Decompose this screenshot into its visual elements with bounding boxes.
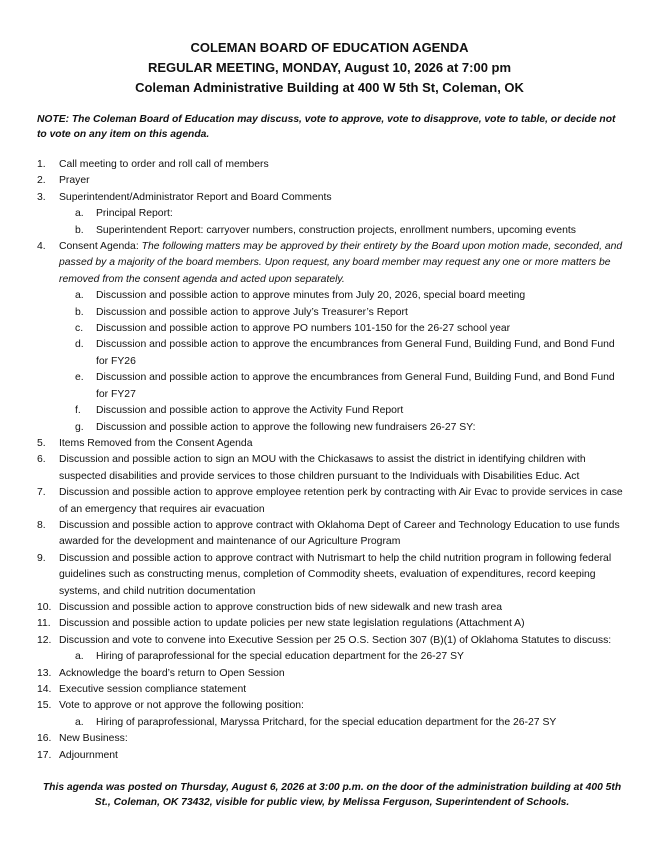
agenda-subitem-text: Discussion and possible action to approve minutes from July 20, 2026, special board meeting <box>96 290 526 302</box>
agenda-item <box>37 485 627 518</box>
agenda-subitem-text: Discussion and possible action to approve the encumbrances from General Fund, Building Fund, and Bond Fund for FY27 <box>96 372 615 400</box>
agenda-item-number: 15. <box>37 700 52 712</box>
agenda-item <box>37 616 627 632</box>
agenda-subitem-letter: a. <box>75 651 84 663</box>
agenda-subitem-text: Superintendent Report: carryover numbers, construction projects, enrollment numbers, upcoming events <box>96 224 576 236</box>
agenda-item-text: Executive session compliance statement <box>59 684 247 695</box>
agenda-item <box>37 518 627 551</box>
agenda-subitem-letter: a. <box>75 290 84 302</box>
agenda-item-number: 8. <box>37 519 46 531</box>
agenda-subitem <box>37 337 627 370</box>
agenda-subitem <box>37 715 627 731</box>
agenda-item-text: Discussion and possible action to approve construction bids of new sidewalk and new trash area <box>59 601 503 613</box>
agenda-item <box>37 666 627 682</box>
agenda-item <box>37 157 627 173</box>
agenda-item <box>37 600 627 616</box>
agenda-item-text: Adjournment <box>59 749 118 761</box>
agenda-subitem-letter: f. <box>75 405 81 417</box>
agenda-subitem-letter: a. <box>75 208 84 220</box>
agenda-subitem <box>37 288 627 304</box>
agenda-item-number: 3. <box>37 191 46 203</box>
agenda-subitem <box>37 223 627 239</box>
agenda-item <box>37 173 627 189</box>
agenda-item-text: Discussion and possible action to approve contract with Nutrismart to help the child nutrition program in following federal guidelines such as constructing menus, completion of Commodity sheets, evaluation of expenditures, record keeping systems, and child nutrition documentation <box>59 552 612 597</box>
agenda-item-text: New Business: <box>59 733 128 745</box>
agenda-title: COLEMAN BOARD OF EDUCATION AGENDA <box>190 40 469 55</box>
agenda-item <box>37 452 627 485</box>
agenda-subitem-letter: b. <box>75 224 84 236</box>
agenda-subitem-letter: c. <box>75 323 84 335</box>
agenda-item-number: 4. <box>37 241 46 253</box>
agenda-note: NOTE: The Coleman Board of Education may discuss, vote to approve, vote to disapprove, vote to table, or decide not to vote on any item on this agenda. <box>37 114 616 140</box>
agenda-subitem-text: Principal Report: <box>96 208 173 220</box>
agenda-item-number: 2. <box>37 175 46 187</box>
agenda-subitem-text: Discussion and possible action to approve PO numbers 101-150 for the 26-27 school year <box>96 323 511 335</box>
agenda-item-number: 6. <box>37 454 46 466</box>
agenda-subitem-letter: a. <box>75 716 84 728</box>
meeting-location-line: Coleman Administrative Building at 400 W 5th St, Coleman, OK <box>135 80 524 95</box>
agenda-header <box>0 38 659 98</box>
agenda-item-text: Vote to approve or not approve the following position: <box>59 700 304 712</box>
agenda-item-text: Prayer <box>59 175 90 187</box>
agenda-item-number: 5. <box>37 437 46 449</box>
agenda-item <box>37 748 627 764</box>
meeting-date-line: REGULAR MEETING, MONDAY, August 10, 2026 at 7:00 pm <box>147 60 512 75</box>
agenda-item <box>37 731 627 747</box>
agenda-subitem <box>37 420 627 436</box>
agenda-item-text: Superintendent/Administrator Report and Board Comments <box>59 191 332 203</box>
agenda-item-number: 7. <box>37 487 46 499</box>
agenda-item <box>37 682 627 698</box>
agenda-item-text: Discussion and possible action to update policies per new state legislation regulations (Attachment A) <box>59 618 525 630</box>
agenda-item-number: 16. <box>37 733 52 745</box>
agenda-subitem-text: Discussion and possible action to approve the following new fundraisers 26-27 SY: <box>96 421 476 433</box>
agenda-subitem-text: Discussion and possible action to approve the encumbrances from General Fund, Building Fund, and Bond Fund for FY26 <box>96 339 615 367</box>
agenda-item-number: 11. <box>37 618 51 630</box>
posting-notice: This agenda was posted on Thursday, August 6, 2026 at 3:00 p.m. on the door of the administration building at 400 5th St., Coleman, OK 73432, visible for public view, by Melissa Ferguson, Superintendent of Schools. <box>42 782 622 808</box>
agenda-subitem-letter: e. <box>75 372 84 384</box>
agenda-item-text: Acknowledge the board’s return to Open Session <box>59 667 285 679</box>
agenda-item-italic-text: The following matters may be approved by their entirety by the Board upon motion made, seconded, and passed by a majority of the board members. Upon request, any board member may request any one or more matters be removed from the consent agenda and acted upon separately. <box>59 241 623 285</box>
agenda-item <box>37 190 627 206</box>
agenda-subitem <box>37 305 627 321</box>
agenda-item-text: Discussion and possible action to approve employee retention perk by contracting with Air Evac to provide services in case of an emergency that requires air evacuation <box>59 487 623 515</box>
agenda-item-text: Discussion and vote to convene into Executive Session per 25 O.S. Section 307 (B)(1) of Oklahoma Statutes to discuss: <box>59 634 612 646</box>
agenda-item <box>37 551 627 600</box>
agenda-item-text: Items Removed from the Consent Agenda <box>59 437 253 449</box>
agenda-subitem-text: Discussion and possible action to approve July’s Treasurer’s Report <box>96 306 408 318</box>
agenda-subitem-letter: b. <box>75 306 84 318</box>
agenda-item-number: 13. <box>37 667 52 679</box>
agenda-item-text: Discussion and possible action to approve contract with Oklahoma Dept of Career and Technology Education to use funds awarded for the development and maintenance of our Agriculture Program <box>59 519 620 548</box>
agenda-item <box>37 436 627 452</box>
agenda-subitem <box>37 206 627 222</box>
agenda-item <box>37 239 627 288</box>
agenda-item-text: Call meeting to order and roll call of members <box>59 159 269 170</box>
agenda-item-text: Discussion and possible action to sign an MOU with the Chickasaws to assist the district in identifying children with suspected disabilities and provide services to those children pursuant to the Individuals with Disabilities Educ. Act <box>59 454 586 482</box>
agenda-subitem-text: Hiring of paraprofessional for the special education department for the 26-27 SY <box>96 651 464 663</box>
agenda-item-number: 14. <box>37 684 52 695</box>
agenda-item-number: 10. <box>37 601 52 613</box>
agenda-item <box>37 633 627 649</box>
agenda-subitem <box>37 649 627 665</box>
agenda-subitem-text: Hiring of paraprofessional, Maryssa Pritchard, for the special education department for the 26-27 SY <box>96 716 557 728</box>
agenda-subitem-letter: g. <box>75 421 84 433</box>
agenda-list <box>37 157 627 764</box>
agenda-item-number: 12. <box>37 634 52 646</box>
agenda-subitem-letter: d. <box>75 339 84 351</box>
agenda-item-number: 17. <box>37 749 52 761</box>
agenda-subitem <box>37 370 627 403</box>
agenda-item-text: Consent Agenda: The following matters may be approved by their entirety by the Board upon motion made, seconded, and passed by a majority of the board members. Upon request, any board member may request any one or more matters be removed from the consent agenda and acted upon separately. <box>59 241 623 285</box>
agenda-subitem-text: Discussion and possible action to approve the Activity Fund Report <box>96 405 404 417</box>
agenda-item <box>37 698 627 714</box>
agenda-item-number: 1. <box>37 159 46 170</box>
agenda-subitem <box>37 403 627 419</box>
agenda-subitem <box>37 321 627 337</box>
agenda-item-number: 9. <box>37 552 46 564</box>
